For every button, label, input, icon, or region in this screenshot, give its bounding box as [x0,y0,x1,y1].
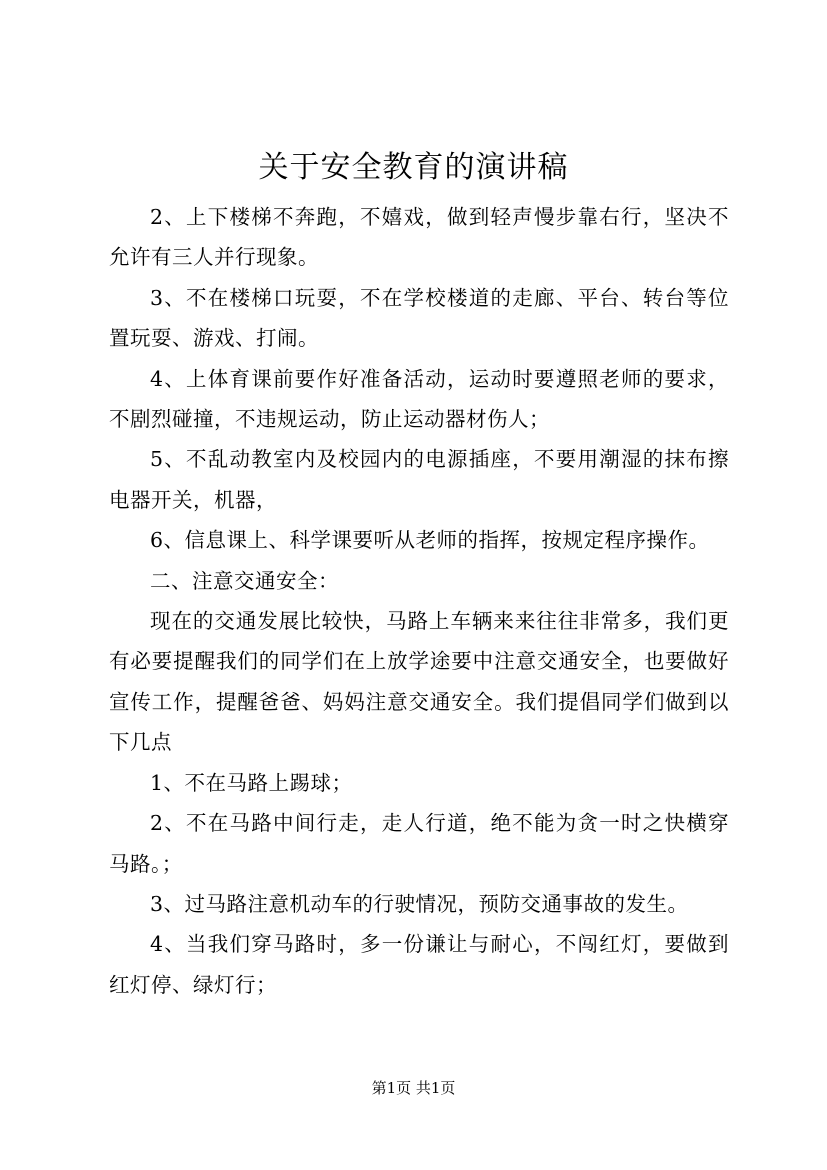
paragraph: 3、不在楼梯口玩耍，不在学校楼道的走廊、平台、转台等位置玩耍、游戏、打闹。 [109,285,729,351]
paragraph: 现在的交通发展比较快，马路上车辆来来往往非常多，我们更有必要提醒我们的同学们在上放学途要中注意交通安全，也要做好宣传工作，提醒爸爸、妈妈注意交通安全。我们提倡同学们做到以下几点 [109,609,729,755]
paragraph: 2、不在马路中间行走，走人行道，绝不能为贪一时之快横穿马路。； [109,811,729,876]
document-title: 关于安全教育的演讲稿 [258,150,569,185]
paragraph: 4、上体育课前要作好准备活动，运动时要遵照老师的要求，不剧烈碰撞，不违规运动，防止运动器材伤人； [109,366,729,432]
paragraph: 5、不乱动教室内及校园内的电源插座，不要用潮湿的抹布擦电器开关，机器， [109,447,729,512]
paragraph: 1、不在马路上踢球； [150,770,353,795]
page-number-footer: 第1页 共1页 [371,1079,456,1097]
paragraph: 6、信息课上、科学课要听从老师的指挥，按规定程序操作。 [150,528,710,553]
paragraph: 2、上下楼梯不奔跑，不嬉戏，做到轻声慢步靠右行，坚决不允许有三人并行现象。 [109,205,729,270]
paragraph: 4、当我们穿马路时，多一份谦让与耐心，不闯红灯，要做到红灯停、绿灯行； [109,932,729,997]
section-heading: 二、注意交通安全： [150,568,339,593]
paragraph: 3、过马路注意机动车的行驶情况，预防交通事故的发生。 [150,891,689,916]
document-body [109,197,729,1005]
